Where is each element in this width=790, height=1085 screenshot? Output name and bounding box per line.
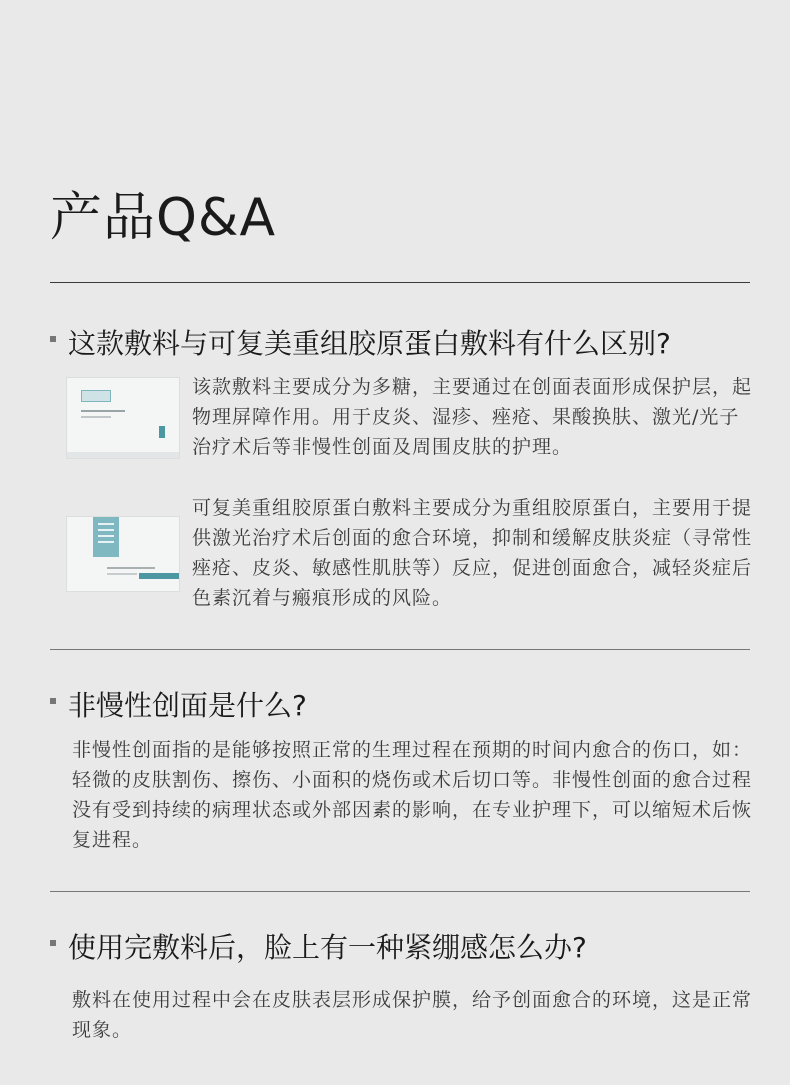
title-divider — [50, 282, 750, 283]
question-3-text: 使用完敷料后，脸上有一种紧绷感怎么办? — [68, 931, 587, 964]
section-divider — [50, 649, 750, 650]
answer-1b: 可复美重组胶原蛋白敷料主要成分为重组胶原蛋白，主要用于提供激光治疗术后创面的愈合环境，抑制和缓解皮肤炎症（寻常性痤疮、皮炎、敏感性肌肤等）反应，促进创面愈合，减轻炎症后色素沉着与瘢痕形成的风险。 — [192, 497, 753, 609]
question-2 — [50, 686, 770, 726]
bullet-icon — [50, 940, 56, 946]
page-title: 产品Q&A — [50, 188, 277, 248]
answer-2: 非慢性创面指的是能够按照正常的生理过程在预期的时间内愈合的伤口，如：轻微的皮肤割伤、擦伤、小面积的烧伤或术后切口等。非慢性创面的愈合过程没有受到持续的病理状态或外部因素的影响，在专业护理下，可以缩短术后恢复进程。 — [72, 739, 753, 851]
question-2-text: 非慢性创面是什么? — [68, 689, 307, 722]
section-divider — [50, 891, 750, 892]
question-3 — [50, 928, 770, 968]
product-image-collagen-dressing — [66, 516, 180, 592]
bullet-icon — [50, 698, 56, 704]
question-1 — [50, 324, 770, 364]
answer-3: 敷料在使用过程中会在皮肤表层形成保护膜，给予创面愈合的环境，这是正常现象。 — [72, 989, 753, 1041]
product-image-polysaccharide-dressing — [66, 377, 180, 459]
bullet-icon — [50, 336, 56, 342]
answer-1a: 该款敷料主要成分为多糖，主要通过在创面表面形成保护层，起物理屏障作用。用于皮炎、湿疹、痤疮、果酸换肤、激光/光子治疗术后等非慢性创面及周围皮肤的护理。 — [192, 376, 753, 458]
question-1-text: 这款敷料与可复美重组胶原蛋白敷料有什么区别? — [68, 327, 671, 360]
